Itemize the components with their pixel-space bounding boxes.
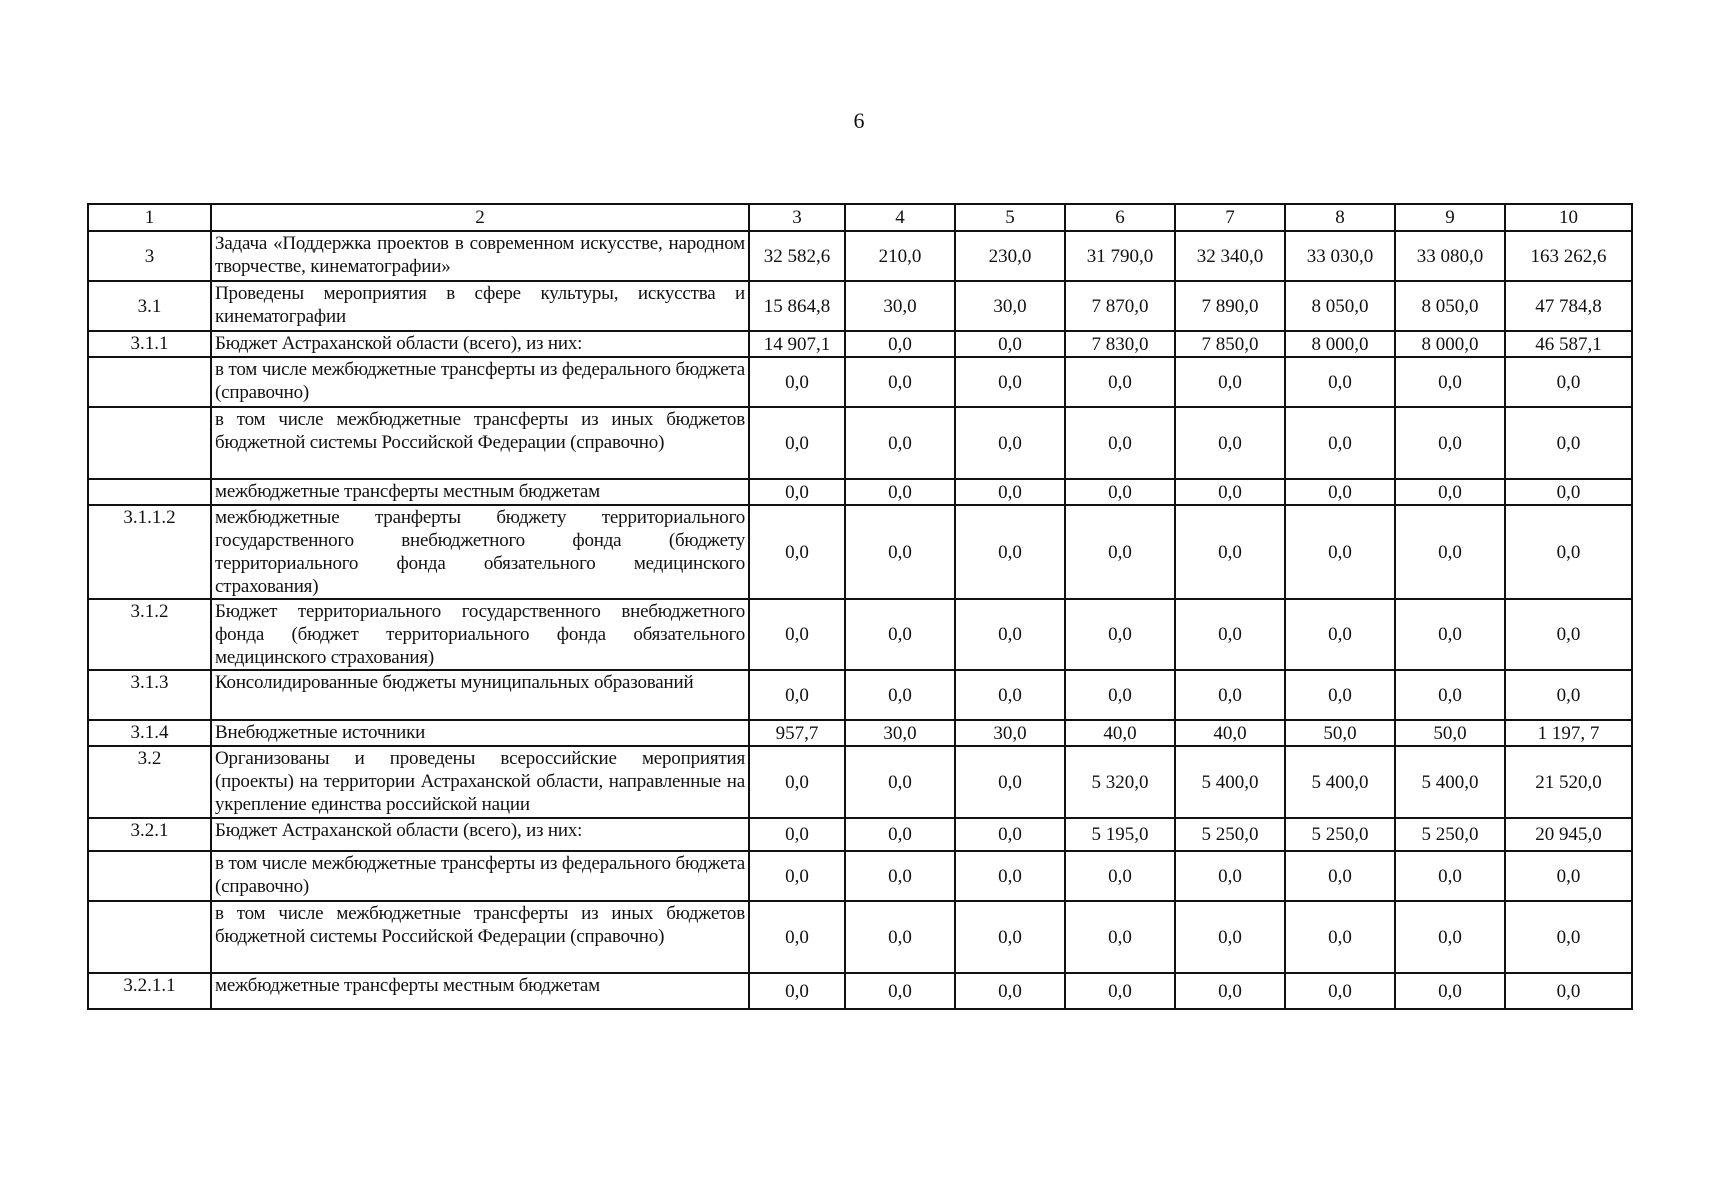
value-cell: 0,0	[955, 357, 1065, 407]
table-row	[88, 670, 1632, 720]
table-row	[88, 973, 1632, 1009]
value-cell: 0,0	[1505, 599, 1632, 670]
row-label: в том числе межбюджетные трансферты из иных бюджетов бюджетной системы Российской Федерации (справочно)	[211, 407, 749, 479]
row-label: Внебюджетные источники	[211, 720, 749, 746]
value-cell: 0,0	[1065, 407, 1175, 479]
value-cell: 40,0	[1065, 720, 1175, 746]
header-cell: 9	[1395, 204, 1505, 231]
header-cell: 1	[88, 204, 211, 231]
value-cell: 0,0	[955, 479, 1065, 505]
value-cell: 0,0	[749, 505, 845, 599]
table-row	[88, 331, 1632, 357]
value-cell: 0,0	[1285, 973, 1395, 1009]
value-cell: 0,0	[1395, 851, 1505, 901]
value-cell: 0,0	[749, 851, 845, 901]
value-cell: 33 030,0	[1285, 231, 1395, 281]
value-cell: 0,0	[1175, 901, 1285, 973]
value-cell: 0,0	[1175, 505, 1285, 599]
table-row	[88, 231, 1632, 281]
row-code: 3.1.2	[88, 599, 211, 670]
value-cell: 15 864,8	[749, 281, 845, 331]
value-cell: 8 000,0	[1285, 331, 1395, 357]
table-row	[88, 281, 1632, 331]
value-cell: 0,0	[1395, 407, 1505, 479]
value-cell: 0,0	[1285, 599, 1395, 670]
row-label: Задача «Поддержка проектов в современном искусстве, народном творчестве, кинематографии»	[211, 231, 749, 281]
table-row	[88, 720, 1632, 746]
value-cell: 0,0	[955, 973, 1065, 1009]
value-cell: 5 400,0	[1175, 746, 1285, 818]
table-row	[88, 505, 1632, 599]
value-cell: 0,0	[1395, 599, 1505, 670]
value-cell: 0,0	[749, 407, 845, 479]
value-cell: 5 400,0	[1395, 746, 1505, 818]
value-cell: 0,0	[955, 851, 1065, 901]
value-cell: 0,0	[1505, 357, 1632, 407]
table-row	[88, 479, 1632, 505]
value-cell: 50,0	[1395, 720, 1505, 746]
value-cell: 0,0	[845, 973, 955, 1009]
value-cell: 7 890,0	[1175, 281, 1285, 331]
value-cell: 0,0	[749, 479, 845, 505]
value-cell: 0,0	[845, 357, 955, 407]
header-cell: 3	[749, 204, 845, 231]
value-cell: 0,0	[1285, 901, 1395, 973]
value-cell: 1 197, 7	[1505, 720, 1632, 746]
table-row	[88, 746, 1632, 818]
value-cell: 5 195,0	[1065, 818, 1175, 851]
value-cell: 21 520,0	[1505, 746, 1632, 818]
header-cell: 7	[1175, 204, 1285, 231]
row-code	[88, 851, 211, 901]
value-cell: 7 850,0	[1175, 331, 1285, 357]
value-cell: 0,0	[1505, 973, 1632, 1009]
value-cell: 0,0	[749, 357, 845, 407]
value-cell: 0,0	[845, 851, 955, 901]
value-cell: 0,0	[1065, 901, 1175, 973]
budget-table	[87, 203, 1633, 1010]
value-cell: 0,0	[955, 331, 1065, 357]
value-cell: 0,0	[1285, 357, 1395, 407]
row-label: Бюджет Астраханской области (всего), из них:	[211, 331, 749, 357]
row-label: Проведены мероприятия в сфере культуры, искусства и кинематографии	[211, 281, 749, 331]
value-cell: 0,0	[749, 670, 845, 720]
value-cell: 0,0	[1175, 599, 1285, 670]
row-code: 3.1.1.2	[88, 505, 211, 599]
value-cell: 0,0	[1175, 851, 1285, 901]
value-cell: 0,0	[1395, 505, 1505, 599]
header-cell: 4	[845, 204, 955, 231]
value-cell: 0,0	[845, 505, 955, 599]
value-cell: 0,0	[1395, 670, 1505, 720]
row-label: межбюджетные трансферты местным бюджетам	[211, 479, 749, 505]
row-code	[88, 357, 211, 407]
value-cell: 32 340,0	[1175, 231, 1285, 281]
value-cell: 0,0	[1395, 357, 1505, 407]
header-cell: 10	[1505, 204, 1632, 231]
table-row	[88, 357, 1632, 407]
value-cell: 0,0	[1505, 670, 1632, 720]
value-cell: 0,0	[1285, 670, 1395, 720]
table-row	[88, 818, 1632, 851]
value-cell: 5 250,0	[1175, 818, 1285, 851]
table-row	[88, 851, 1632, 901]
value-cell: 0,0	[1285, 505, 1395, 599]
row-label: Бюджет территориального государственного внебюджетного фонда (бюджет территориального фонда обязательного медицинского страхования)	[211, 599, 749, 670]
value-cell: 0,0	[845, 746, 955, 818]
table-row	[88, 901, 1632, 973]
value-cell: 32 582,6	[749, 231, 845, 281]
value-cell: 47 784,8	[1505, 281, 1632, 331]
value-cell: 0,0	[749, 818, 845, 851]
value-cell: 0,0	[1065, 851, 1175, 901]
value-cell: 0,0	[1505, 407, 1632, 479]
value-cell: 0,0	[845, 599, 955, 670]
row-code: 3.1.4	[88, 720, 211, 746]
table-row	[88, 407, 1632, 479]
value-cell: 0,0	[749, 973, 845, 1009]
value-cell: 8 050,0	[1285, 281, 1395, 331]
value-cell: 20 945,0	[1505, 818, 1632, 851]
row-code: 3.1	[88, 281, 211, 331]
value-cell: 0,0	[1065, 670, 1175, 720]
value-cell: 0,0	[1065, 479, 1175, 505]
value-cell: 0,0	[1505, 901, 1632, 973]
value-cell: 957,7	[749, 720, 845, 746]
value-cell: 0,0	[1505, 479, 1632, 505]
row-code	[88, 407, 211, 479]
row-code: 3.1.1	[88, 331, 211, 357]
table-body	[88, 204, 1632, 1009]
value-cell: 33 080,0	[1395, 231, 1505, 281]
value-cell: 14 907,1	[749, 331, 845, 357]
value-cell: 40,0	[1175, 720, 1285, 746]
value-cell: 31 790,0	[1065, 231, 1175, 281]
value-cell: 0,0	[845, 670, 955, 720]
value-cell: 5 250,0	[1395, 818, 1505, 851]
value-cell: 0,0	[955, 670, 1065, 720]
value-cell: 0,0	[845, 331, 955, 357]
header-row	[88, 204, 1632, 231]
row-label: в том числе межбюджетные трансферты из федерального бюджета (справочно)	[211, 357, 749, 407]
value-cell: 30,0	[955, 281, 1065, 331]
value-cell: 5 250,0	[1285, 818, 1395, 851]
value-cell: 0,0	[1175, 479, 1285, 505]
row-label: Бюджет Астраханской области (всего), из них:	[211, 818, 749, 851]
value-cell: 8 000,0	[1395, 331, 1505, 357]
value-cell: 0,0	[1175, 407, 1285, 479]
row-label: межбюджетные транферты бюджету территориального государственного внебюджетного фонда (бюджету территориального фонда обязательного медицинского страхования)	[211, 505, 749, 599]
header-cell: 6	[1065, 204, 1175, 231]
value-cell: 46 587,1	[1505, 331, 1632, 357]
value-cell: 5 320,0	[1065, 746, 1175, 818]
header-cell: 2	[211, 204, 749, 231]
row-code: 3	[88, 231, 211, 281]
value-cell: 5 400,0	[1285, 746, 1395, 818]
value-cell: 7 830,0	[1065, 331, 1175, 357]
value-cell: 0,0	[749, 599, 845, 670]
row-label: в том числе межбюджетные трансферты из федерального бюджета (справочно)	[211, 851, 749, 901]
row-code: 3.2	[88, 746, 211, 818]
value-cell: 0,0	[955, 746, 1065, 818]
value-cell: 0,0	[845, 818, 955, 851]
row-label: межбюджетные трансферты местным бюджетам	[211, 973, 749, 1009]
row-code	[88, 901, 211, 973]
value-cell: 0,0	[1175, 973, 1285, 1009]
row-code: 3.1.3	[88, 670, 211, 720]
page-number: 6	[853, 108, 865, 133]
value-cell: 210,0	[845, 231, 955, 281]
value-cell: 0,0	[749, 901, 845, 973]
row-code	[88, 479, 211, 505]
row-code: 3.2.1.1	[88, 973, 211, 1009]
value-cell: 0,0	[1285, 479, 1395, 505]
value-cell: 0,0	[955, 505, 1065, 599]
value-cell: 0,0	[1175, 670, 1285, 720]
value-cell: 230,0	[955, 231, 1065, 281]
value-cell: 0,0	[1395, 901, 1505, 973]
value-cell: 30,0	[955, 720, 1065, 746]
value-cell: 0,0	[1065, 505, 1175, 599]
value-cell: 50,0	[1285, 720, 1395, 746]
row-label: в том числе межбюджетные трансферты из иных бюджетов бюджетной системы Российской Федерации (справочно)	[211, 901, 749, 973]
row-label: Организованы и проведены всероссийские мероприятия (проекты) на территории Астраханской области, направленные на укрепление единства российской нации	[211, 746, 749, 818]
value-cell: 0,0	[1175, 357, 1285, 407]
value-cell: 0,0	[1065, 357, 1175, 407]
value-cell: 0,0	[955, 901, 1065, 973]
row-label: Консолидированные бюджеты муниципальных образований	[211, 670, 749, 720]
value-cell: 8 050,0	[1395, 281, 1505, 331]
value-cell: 30,0	[845, 720, 955, 746]
value-cell: 0,0	[845, 407, 955, 479]
value-cell: 0,0	[1505, 851, 1632, 901]
value-cell: 7 870,0	[1065, 281, 1175, 331]
value-cell: 163 262,6	[1505, 231, 1632, 281]
value-cell: 0,0	[955, 818, 1065, 851]
value-cell: 0,0	[955, 599, 1065, 670]
value-cell: 0,0	[1395, 479, 1505, 505]
header-cell: 8	[1285, 204, 1395, 231]
header-cell: 5	[955, 204, 1065, 231]
row-code: 3.2.1	[88, 818, 211, 851]
value-cell: 0,0	[845, 479, 955, 505]
value-cell: 0,0	[1065, 973, 1175, 1009]
value-cell: 0,0	[1395, 973, 1505, 1009]
value-cell: 30,0	[845, 281, 955, 331]
value-cell: 0,0	[845, 901, 955, 973]
table-row	[88, 599, 1632, 670]
value-cell: 0,0	[1285, 407, 1395, 479]
value-cell: 0,0	[955, 407, 1065, 479]
value-cell: 0,0	[1505, 505, 1632, 599]
value-cell: 0,0	[1285, 851, 1395, 901]
value-cell: 0,0	[1065, 599, 1175, 670]
value-cell: 0,0	[749, 746, 845, 818]
